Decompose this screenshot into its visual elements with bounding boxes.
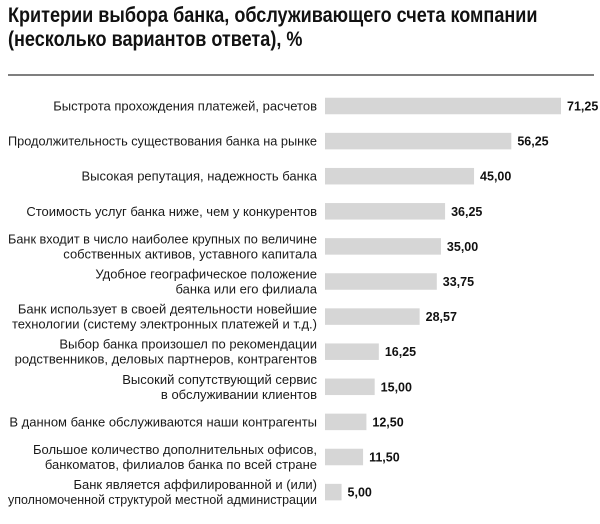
category-label-7-line-2: технологии (систему электронных платежей и т.д.) xyxy=(11,316,317,332)
category-label-5-line-2: собственных активов, уставного капитала xyxy=(63,246,317,262)
category-label-8-line-1: Выбор банка произошел по рекомендации xyxy=(59,336,317,352)
bar-11 xyxy=(325,449,363,466)
category-label-11-line-2: банкоматов, филиалов банка по всей стране xyxy=(44,457,317,472)
value-label-8: 16,25 xyxy=(384,345,417,360)
bar-7 xyxy=(325,308,420,325)
category-label-7-line-1: Банк использует в своей деятельности новейшие xyxy=(17,301,317,317)
category-label-3: Высокая репутация, надежность банка xyxy=(81,168,317,184)
category-label-6-line-1: Удобное географическое положение xyxy=(95,266,317,282)
value-label-9: 15,00 xyxy=(380,380,412,395)
category-label-8-line-2: родственников, деловых партнеров, контрагентов xyxy=(14,351,317,367)
category-label-1: Быстрота прохождения платежей, расчетов xyxy=(53,98,317,114)
category-label-6-line-2: банка или его филиала xyxy=(175,281,317,297)
value-label-3: 45,00 xyxy=(480,169,512,184)
bar-12 xyxy=(325,484,342,501)
bar-1 xyxy=(325,98,561,115)
value-label-1: 71,25 xyxy=(567,99,599,114)
category-label-2: Продолжительность существования банка на рынке xyxy=(8,133,317,149)
bar-6 xyxy=(325,273,437,290)
chart-title-line-1: Критерии выбора банка, обслуживающего счета компании xyxy=(8,4,538,27)
value-label-10: 12,50 xyxy=(372,415,404,430)
value-label-7: 28,57 xyxy=(425,310,457,325)
value-label-2: 56,25 xyxy=(517,134,549,149)
category-label-5-line-1: Банк входит в число наиболее крупных по величине xyxy=(8,231,317,247)
value-label-6: 33,75 xyxy=(442,275,475,289)
category-label-10: В данном банке обслуживаются наши контрагенты xyxy=(9,414,317,430)
chart-title xyxy=(8,4,538,52)
value-label-4: 36,25 xyxy=(451,204,483,219)
value-label-11: 11,50 xyxy=(369,450,400,465)
category-label-4: Стоимость услуг банка ниже, чем у конкурентов xyxy=(26,203,317,219)
bar-2 xyxy=(325,133,511,150)
category-label-12-line-2: уполномоченной структурой местной администрации xyxy=(8,492,317,508)
bar-4 xyxy=(325,203,445,220)
value-label-5: 35,00 xyxy=(446,239,479,254)
bar-10 xyxy=(325,414,366,431)
category-label-9-line-2: в обслуживании клиентов xyxy=(160,386,317,402)
chart-title-line-2: (несколько вариантов ответа), % xyxy=(8,28,303,51)
category-label-9-line-1: Высокий сопутствующий сервис xyxy=(122,371,317,387)
category-label-12-line-1: Банк является аффилированной и (или) xyxy=(73,477,317,493)
bar-3 xyxy=(325,168,474,185)
category-label-11-line-1: Большое количество дополнительных офисов, xyxy=(32,442,317,457)
bar-9 xyxy=(325,379,375,396)
value-label-12: 5,00 xyxy=(347,485,372,500)
bar-5 xyxy=(325,238,441,255)
bar-8 xyxy=(325,343,379,360)
